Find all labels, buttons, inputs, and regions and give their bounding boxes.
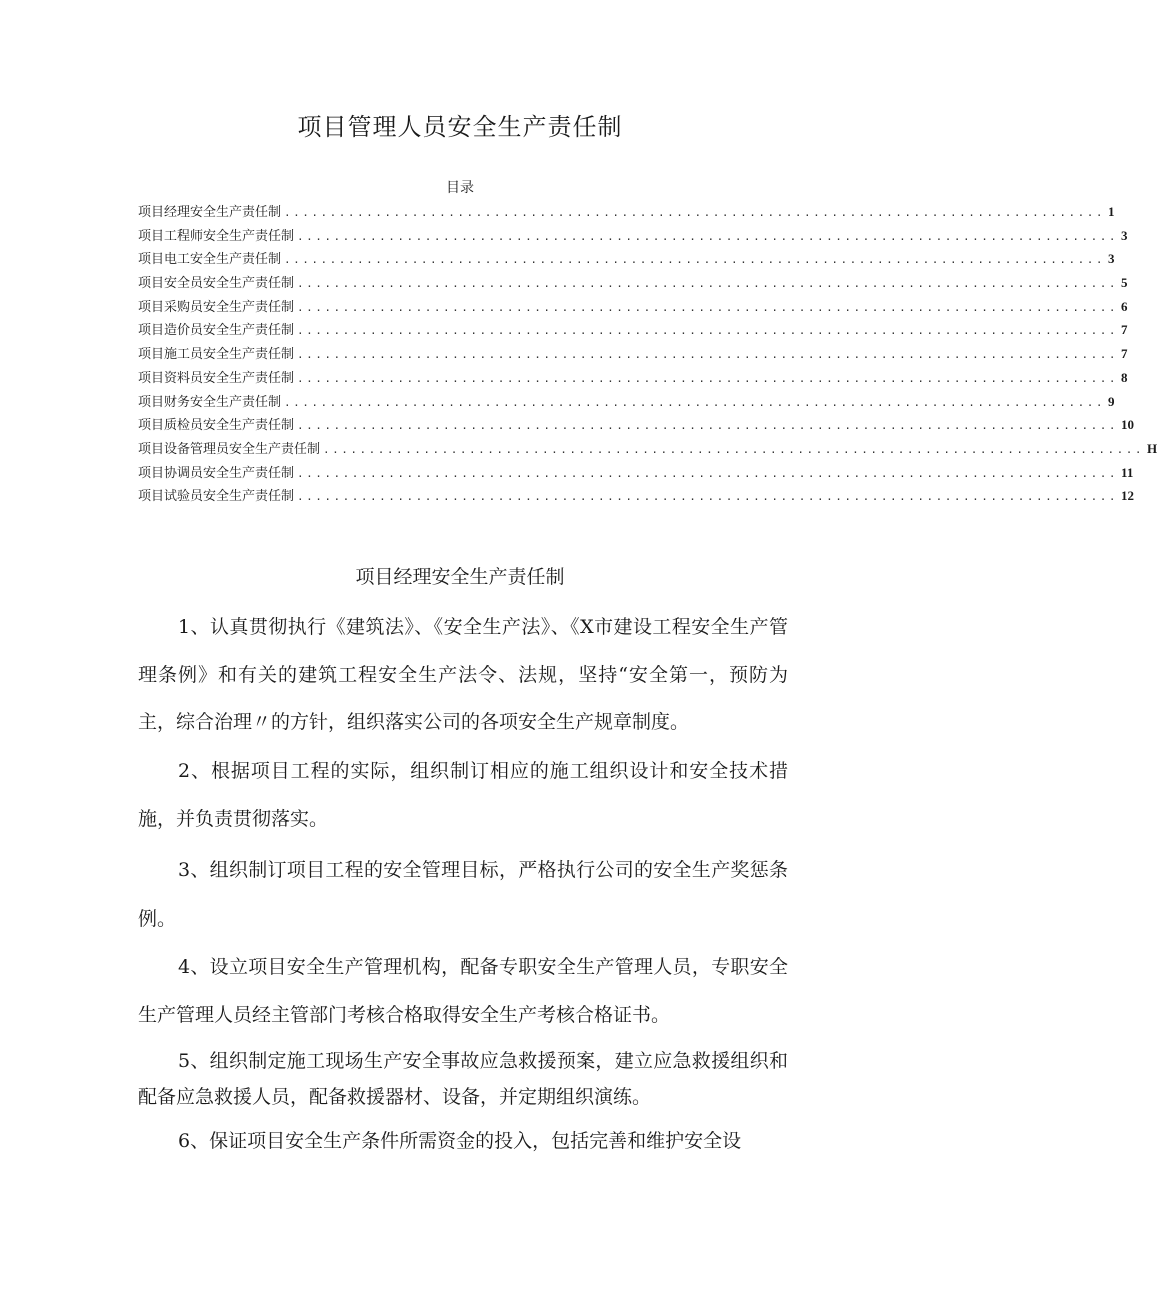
section-paragraph-1: 1、认真贯彻执行《建筑法》、《安全生产法》、《X市建设工程安全生产管理条例》和有关的建筑工程安全生产法令、法规，坚持“安全第一，预防为主，综合治理〃的方针，组织落实公司的各项安全生产规章制度。 xyxy=(138,616,788,733)
toc-entry-label: 项目协调员安全生产责任制 xyxy=(138,465,295,481)
toc-leader-dots: .......................................................................................... xyxy=(284,206,1106,219)
toc-entry-label: 项目资料员安全生产责任制 xyxy=(138,370,295,386)
document-title: 项目管理人员安全生产责任制 xyxy=(297,113,623,141)
toc-entry[interactable] xyxy=(138,248,1115,272)
toc-entry-label: 项目造价员安全生产责任制 xyxy=(138,323,295,339)
toc-entry-label: 项目设备管理员安全生产责任制 xyxy=(138,441,321,457)
toc-entry-page: 1 xyxy=(1108,204,1115,219)
toc-entry[interactable] xyxy=(138,272,1128,296)
toc-entry-label: 项目财务安全生产责任制 xyxy=(138,394,282,410)
toc-entry-page: 12 xyxy=(1121,488,1135,504)
toc-entry-label: 项目采购员安全生产责任制 xyxy=(138,299,295,315)
toc-leader-dots: .......................................................................................... xyxy=(323,442,1145,456)
toc-entry-label: 项目施工员安全生产责任制 xyxy=(138,347,295,363)
toc-entry[interactable] xyxy=(138,391,1115,415)
section-paragraph-6: 6、保证项目安全生产条件所需资金的投入，包括完善和维护安全设 xyxy=(178,1130,742,1152)
toc-entry-page: 3 xyxy=(1108,251,1115,267)
section-paragraph-2: 2、根据项目工程的实际，组织制订相应的施工组织设计和安全技术措施，并负责贯彻落实。 xyxy=(138,760,788,830)
toc-leader-dots: .......................................................................................... xyxy=(297,371,1119,385)
table-of-contents xyxy=(138,201,1157,509)
toc-entry[interactable] xyxy=(138,225,1128,249)
toc-entry-label: 项目质检员安全生产责任制 xyxy=(138,418,295,434)
toc-entry[interactable] xyxy=(138,367,1128,391)
toc-entry-page: H xyxy=(1147,440,1157,456)
toc-leader-dots: .......................................................................................... xyxy=(297,277,1119,291)
toc-entry-label: 项目安全员安全生产责任制 xyxy=(138,276,295,292)
toc-leader-dots: .......................................................................................... xyxy=(297,419,1119,433)
toc-entry[interactable] xyxy=(138,438,1157,462)
toc-leader-dots: .......................................................................................... xyxy=(284,253,1106,267)
toc-entry[interactable] xyxy=(138,296,1128,320)
toc-entry[interactable] xyxy=(138,319,1128,343)
toc-entry-page: 3 xyxy=(1121,227,1128,243)
toc-leader-dots: .......................................................................................... xyxy=(297,466,1119,480)
section-title: 项目经理安全生产责任制 xyxy=(355,566,565,588)
toc-entry-page: 8 xyxy=(1121,369,1128,385)
toc-leader-dots: .......................................................................................... xyxy=(297,348,1119,362)
toc-heading: 目录 xyxy=(446,180,474,196)
toc-leader-dots: .......................................................................................... xyxy=(284,395,1106,409)
toc-leader-dots: .......................................................................................... xyxy=(297,229,1119,243)
toc-entry-page: 10 xyxy=(1121,417,1135,433)
section-paragraph-4: 4、设立项目安全生产管理机构，配备专职安全生产管理人员，专职安全生产管理人员经主管部门考核合格取得安全生产考核合格证书。 xyxy=(138,956,788,1026)
toc-entry-label: 项目试验员安全生产责任制 xyxy=(138,489,295,505)
toc-entry-label: 项目经理安全生产责任制 xyxy=(138,205,282,220)
toc-leader-dots: .......................................................................................... xyxy=(297,490,1119,504)
toc-entry-page: 5 xyxy=(1121,275,1128,291)
toc-entry[interactable] xyxy=(138,414,1135,438)
toc-entry[interactable] xyxy=(138,201,1115,225)
toc-entry-page: 7 xyxy=(1121,322,1128,338)
toc-entry[interactable] xyxy=(138,485,1135,509)
toc-entry-page: 11 xyxy=(1121,464,1134,480)
toc-entry-page: 7 xyxy=(1121,346,1128,362)
toc-entry-page: 9 xyxy=(1108,393,1115,409)
section-paragraph-5: 5、组织制定施工现场生产安全事故应急救援预案，建立应急救援组织和配备应急救援人员，配备救援器材、设备，并定期组织演练。 xyxy=(138,1050,788,1108)
toc-entry-label: 项目电工安全生产责任制 xyxy=(138,252,282,268)
toc-leader-dots: .......................................................................................... xyxy=(297,324,1119,338)
toc-entry-page: 6 xyxy=(1121,298,1128,314)
toc-entry-label: 项目工程师安全生产责任制 xyxy=(138,228,295,244)
section-paragraph-3: 3、组织制订项目工程的安全管理目标，严格执行公司的安全生产奖惩条例。 xyxy=(138,859,788,930)
toc-entry[interactable] xyxy=(138,462,1134,486)
toc-leader-dots: .......................................................................................... xyxy=(297,300,1119,314)
toc-entry[interactable] xyxy=(138,343,1128,367)
